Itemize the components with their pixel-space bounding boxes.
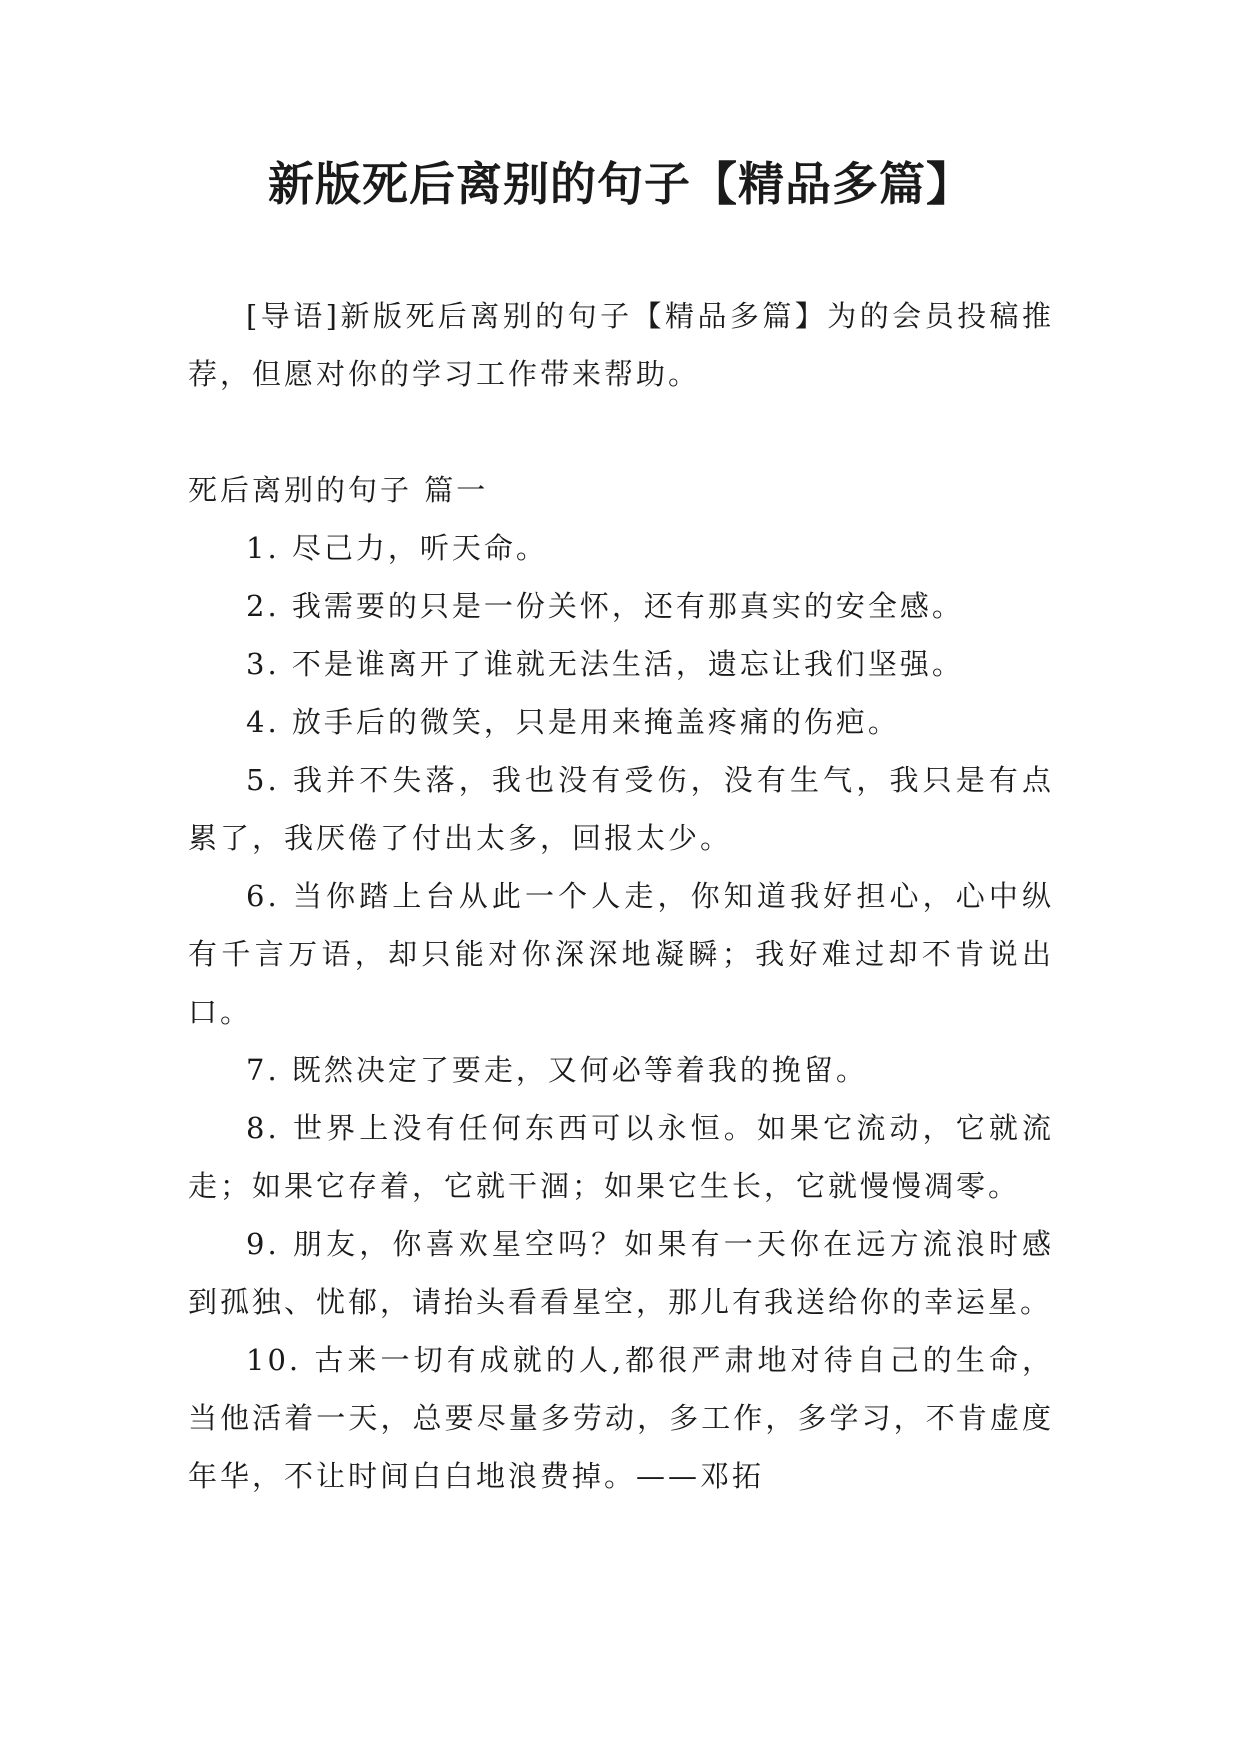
list-item: 4. 放手后的微笑，只是用来掩盖疼痛的伤疤。 bbox=[246, 705, 900, 739]
list-item: 2. 我需要的只是一份关怀，还有那真实的安全感。 bbox=[246, 589, 964, 623]
list-item: 6. 当你踏上台从此一个人走，你知道我好担心，心中纵有千言万语，却只能对你深深地凝瞬；我好难过却不肯说出口。 bbox=[188, 879, 1054, 1029]
list-item: 8. 世界上没有任何东西可以永恒。如果它流动，它就流走；如果它存着，它就干涸；如果它生长，它就慢慢凋零。 bbox=[188, 1111, 1054, 1203]
list-item: 10. 古来一切有成就的人,都很严肃地对待自己的生命，当他活着一天，总要尽量多劳动，多工作，多学习，不肯虚度年华，不让时间白白地浪费掉。——邓拓 bbox=[188, 1343, 1054, 1493]
section-heading: 死后离别的句子 篇一 bbox=[188, 473, 489, 507]
document-title: 新版死后离别的句子【精品多篇】 bbox=[268, 157, 973, 211]
intro-paragraph: [导语]新版死后离别的句子【精品多篇】为的会员投稿推荐，但愿对你的学习工作带来帮助。 bbox=[188, 299, 1054, 391]
list-item: 3. 不是谁离开了谁就无法生活，遗忘让我们坚强。 bbox=[246, 647, 964, 681]
list-item: 7. 既然决定了要走，又何必等着我的挽留。 bbox=[246, 1053, 868, 1087]
list-item: 5. 我并不失落，我也没有受伤，没有生气，我只是有点累了，我厌倦了付出太多，回报太少。 bbox=[188, 763, 1054, 855]
list-item: 1. 尽己力，听天命。 bbox=[246, 531, 548, 565]
document-body bbox=[188, 287, 1054, 1505]
list-item: 9. 朋友，你喜欢星空吗？如果有一天你在远方流浪时感到孤独、忧郁，请抬头看看星空，那儿有我送给你的幸运星。 bbox=[188, 1227, 1054, 1319]
